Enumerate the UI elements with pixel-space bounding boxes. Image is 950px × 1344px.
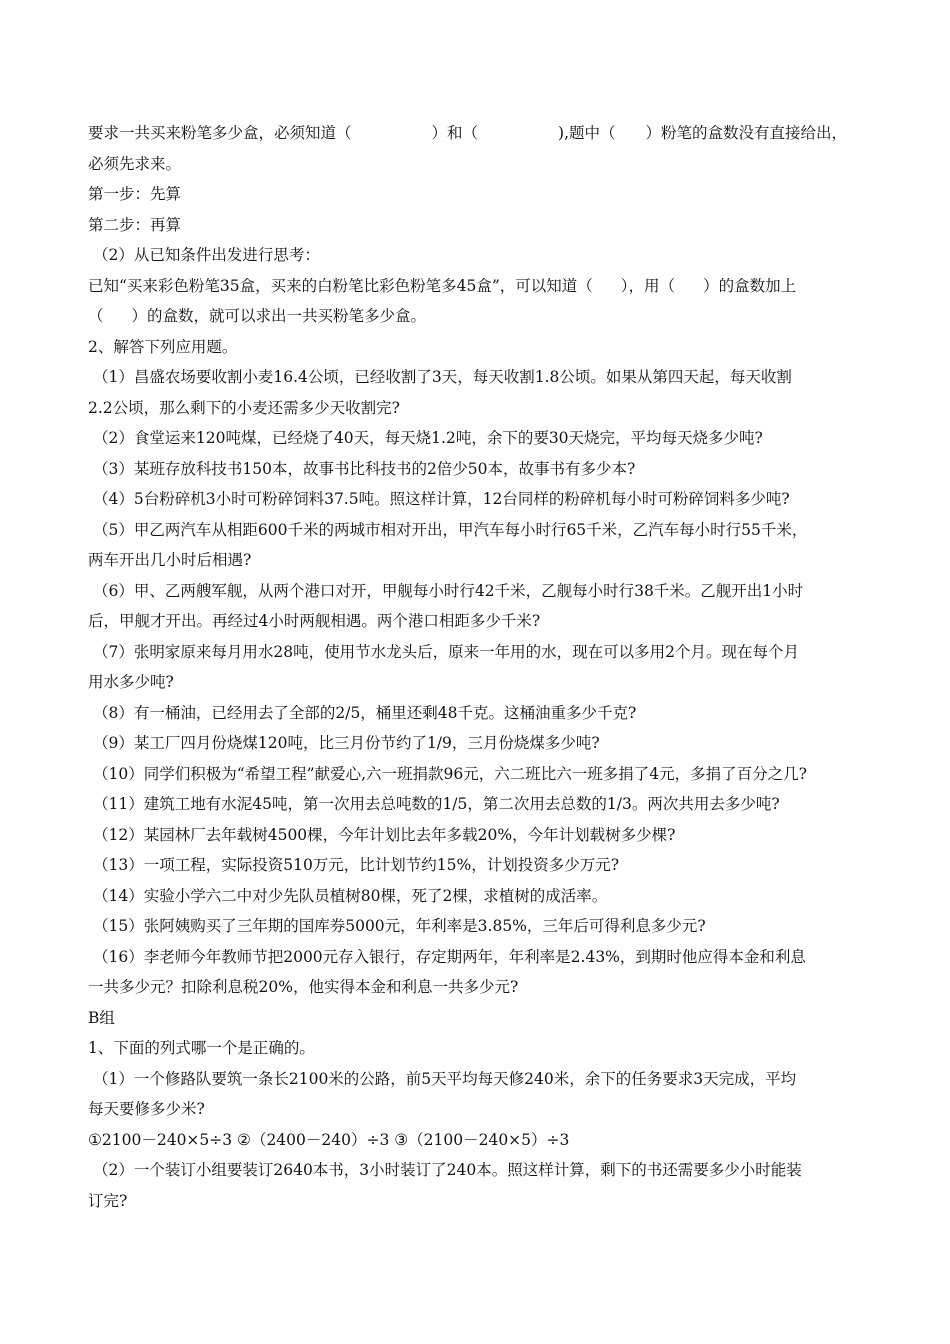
known2-text-b: ）的盒数，就可以求出一共买粉笔多少盒。: [131, 307, 427, 325]
intro-line-2: 必须先求来。: [88, 154, 182, 173]
question-15: （15）张阿姨购买了三年期的国库券5000元，年利率是3.85%，三年后可得利息多少元?: [93, 917, 706, 935]
step-1: 第一步：先算: [88, 185, 182, 203]
b-question-2-line-1: （2）一个装订小组要装订2640本书，3小时装订了240本。照这样计算，剩下的书还需要多少小时能装: [93, 1161, 802, 1179]
part-2-heading: （2）从已知条件出发进行思考：: [93, 246, 320, 264]
question-2: （2）食堂运来120吨煤，已经烧了40天，每天烧1.2吨，余下的要30天烧完，平均每天烧多少吨?: [93, 429, 763, 447]
intro-text-d: ）粉笔的盒数没有直接给出，: [645, 124, 848, 142]
question-5-line-1: （5）甲乙两汽车从相距600千米的两城市相对开出，甲汽车每小时行65千米，乙汽车每小时行55千米，: [93, 520, 808, 539]
intro-text-a: 要求一共买来粉笔多少盒，必须知道（: [88, 124, 352, 142]
question-1-line-2: 2.2公顷，那么剩下的小麦还需多少天收割完?: [88, 398, 400, 417]
known-text-c: ）的盒数加上: [703, 276, 797, 295]
known2-text-a: （: [88, 307, 104, 325]
question-12: （12）某园林厂去年载树4500棵，今年计划比去年多载20%，今年计划载树多少棵?: [93, 825, 676, 844]
b-question-1-line-2: 每天要修多少米?: [88, 1100, 205, 1118]
question-7-line-2: 用水多少吨?: [88, 673, 174, 691]
question-10: （10）同学们积极为“希望工程”献爱心,六一班捐款96元，六二班比六一班多捐了4元，多捐了百分之几?: [93, 764, 807, 783]
question-4: （4）5台粉碎机3小时可粉碎饲料37.5吨。照这样计算，12台同样的粉碎机每小时可粉碎饲料多少吨?: [93, 490, 790, 508]
b-question-1-options: ①2100－240×5÷3 ②（2400－240）÷3 ③（2100－240×5）÷3: [88, 1130, 570, 1149]
question-3: （3）某班存放科技书150本，故事书比科技书的2倍少50本，故事书有多少本?: [93, 459, 636, 478]
question-11: （11）建筑工地有水泥45吨，第一次用去总吨数的1/5，第二次用去总数的1/3。两次共用去多少吨?: [93, 795, 780, 813]
known-text-a: 已知“买来彩色粉笔35盒，买来的白粉笔比彩色粉笔多45盒”，可以知道（: [88, 276, 593, 295]
question-7-line-1: （7）张明家原来每月用水28吨，使用节水龙头后，原来一年用的水，现在可以多用2个月。现在每个月: [93, 642, 799, 661]
section-2-heading: 2、解答下列应用题。: [88, 337, 238, 356]
known-line-1: [88, 271, 878, 302]
b-question-1-line-1: （1）一个修路队要筑一条长2100米的公路，前5天平均每天修240米，余下的任务要求3天完成，平均: [93, 1069, 797, 1088]
question-8: （8）有一桶油，已经用去了全部的2/5，桶里还剩48千克。这桶油重多少千克?: [93, 703, 637, 722]
b-question-2-line-2: 订完?: [88, 1191, 128, 1210]
group-b-subheading: 1、下面的列式哪一个是正确的。: [88, 1039, 315, 1057]
intro-text-c: ),题中（: [558, 124, 616, 142]
group-b-heading: B组: [88, 1008, 115, 1027]
known-line-2: [88, 301, 878, 332]
intro-text-b: ）和（: [431, 124, 479, 142]
question-13: （13）一项工程，实际投资510万元，比计划节约15%，计划投资多少万元?: [93, 856, 620, 874]
step-2: 第二步：再算: [88, 215, 182, 234]
question-5-line-2: 两车开出几小时后相遇?: [88, 551, 252, 569]
known-text-b: ），用（: [620, 276, 676, 295]
question-9: （9）某工厂四月份烧煤120吨，比三月份节约了1/9，三月份烧煤多少吨?: [93, 734, 600, 752]
question-16-line-1: （16）李老师今年教师节把2000元存入银行，存定期两年，年利率是2.43%，到期时他应得本金和利息: [93, 947, 806, 966]
question-6-line-2: 后，甲舰才开出。再经过4小时两舰相遇。两个港口相距多少千米?: [88, 612, 541, 630]
question-14: （14）实验小学六二中对少先队员植树80棵，死了2棵，求植树的成活率。: [93, 886, 608, 905]
question-1-line-1: （1）昌盛农场要收割小麦16.4公顷，已经收割了3天，每天收割1.8公顷。如果从第四天起，每天收割: [93, 368, 792, 386]
question-16-line-2: 一共多少元？扣除利息税20%，他实得本金和利息一共多少元?: [88, 978, 519, 996]
worksheet-page: [88, 118, 878, 1216]
intro-line-1: [88, 118, 878, 149]
question-6-line-1: （6）甲、乙两艘军舰，从两个港口对开，甲舰每小时行42千米，乙舰每小时行38千米。乙舰开出1小时: [93, 581, 804, 600]
